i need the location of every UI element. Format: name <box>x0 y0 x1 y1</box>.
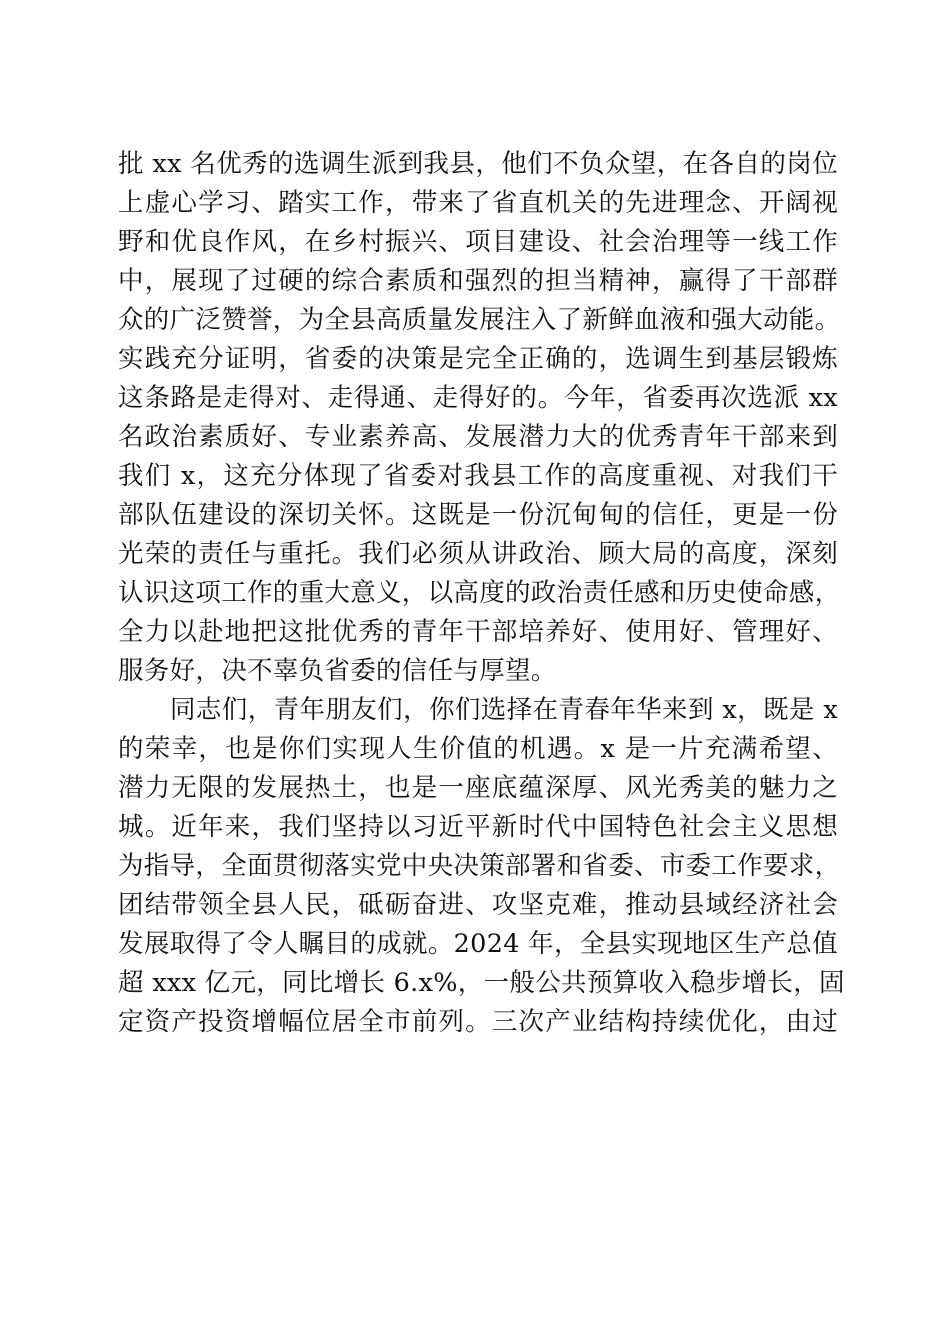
text-line: 名政治素质好、专业素养高、发展潜力大的优秀青年干部来到 <box>118 422 838 452</box>
text-line: 潜力无限的发展热土，也是一座底蕴深厚、风光秀美的魅力之 <box>118 773 838 803</box>
text-line: 我们 x，这充分体现了省委对我县工作的高度重视、对我们干 <box>118 461 838 491</box>
text-line: 全力以赴地把这批优秀的青年干部培养好、使用好、管理好、 <box>118 617 838 647</box>
text-line: 服务好，决不辜负省委的信任与厚望。 <box>118 656 557 686</box>
text-line: 超 xxx 亿元，同比增长 6.x%，一般公共预算收入稳步增长，固 <box>118 968 845 998</box>
text-line: 认识这项工作的重大意义，以高度的政治责任感和历史使命感， <box>118 578 841 608</box>
text-line: 实践充分证明，省委的决策是完全正确的，选调生到基层锻炼 <box>118 344 838 374</box>
document-body <box>118 145 845 1042</box>
paragraph-2 <box>118 691 845 1042</box>
text-line: 批 xx 名优秀的选调生派到我县，他们不负众望，在各自的岗位 <box>118 149 838 179</box>
text-line: 光荣的责任与重托。我们必须从讲政治、顾大局的高度，深刻 <box>118 539 838 569</box>
text-line: 部队伍建设的深切关怀。这既是一份沉甸甸的信任，更是一份 <box>118 500 838 530</box>
text-line: 发展取得了令人瞩目的成就。2024 年，全县实现地区生产总值 <box>118 929 838 959</box>
text-line: 为指导，全面贯彻落实党中央决策部署和省委、市委工作要求， <box>118 851 841 881</box>
text-line: 野和优良作风，在乡村振兴、项目建设、社会治理等一线工作 <box>118 227 838 257</box>
text-line: 城。近年来，我们坚持以习近平新时代中国特色社会主义思想 <box>118 812 838 842</box>
text-line: 的荣幸，也是你们实现人生价值的机遇。x 是一片充满希望、 <box>118 734 838 764</box>
text-line: 团结带领全县人民，砥砺奋进、攻坚克难，推动县域经济社会 <box>118 890 838 920</box>
text-line: 众的广泛赞誉，为全县高质量发展注入了新鲜血液和强大动能。 <box>118 305 841 335</box>
text-line: 上虚心学习、踏实工作，带来了省直机关的先进理念、开阔视 <box>118 188 838 218</box>
text-line: 中，展现了过硬的综合素质和强烈的担当精神，赢得了干部群 <box>118 266 838 296</box>
paragraph-1 <box>118 145 841 691</box>
text-line: 定资产投资增幅位居全市前列。三次产业结构持续优化，由过 <box>118 1007 838 1037</box>
text-line: 同志们，青年朋友们，你们选择在青春年华来到 x，既是 x <box>170 695 838 725</box>
text-line: 这条路是走得对、走得通、走得好的。今年，省委再次选派 xx <box>118 383 838 413</box>
